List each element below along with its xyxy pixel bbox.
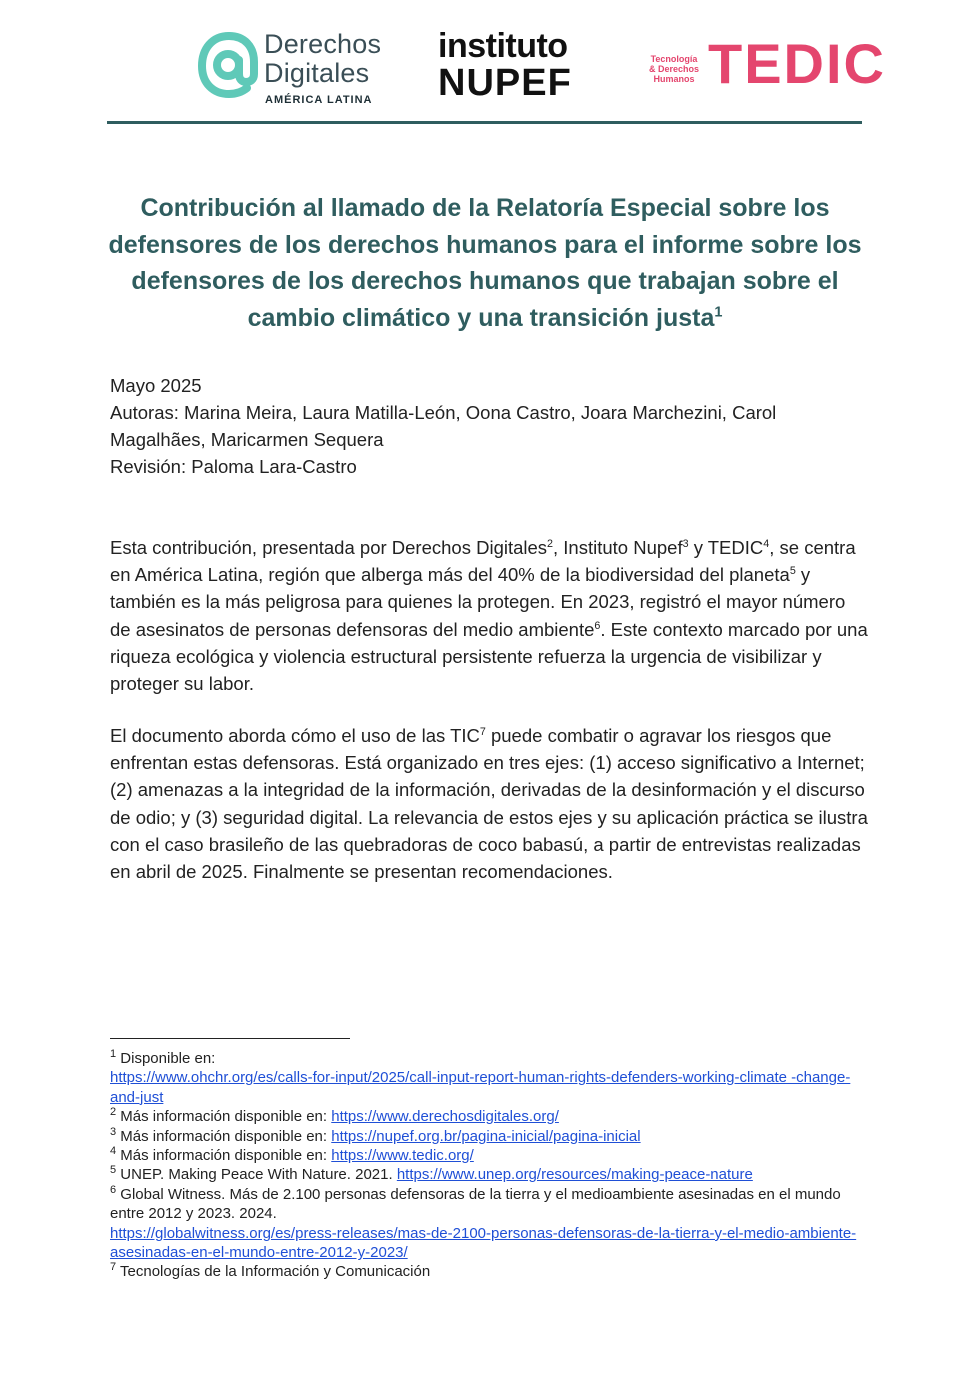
header-logos xyxy=(0,22,960,112)
tedic-logo xyxy=(646,32,886,96)
nupef-logo xyxy=(438,28,608,108)
dd-logo-line1: Derechos xyxy=(264,29,382,59)
nupef-logo-line1: instituto xyxy=(438,27,568,65)
footnote-7 xyxy=(110,1262,870,1281)
dd-logo-line2: Digitales xyxy=(264,58,370,88)
footnote-link[interactable]: https://www.tedic.org/ xyxy=(331,1147,474,1165)
footnote-text: Más información disponible en: xyxy=(116,1127,332,1145)
footnote-ref-2[interactable]: 2 xyxy=(547,537,554,550)
footnote-text: Más información disponible en: xyxy=(116,1147,332,1165)
footnote-text: Tecnologías de la Información y Comunicación xyxy=(116,1263,431,1281)
p1-seg6: . Este contexto marcado por una riqueza ecológica y violencia estructural persistente refuerza la urgencia de visibilizar y proteger su labor. xyxy=(110,618,868,695)
footnote-text: Más información disponible en: xyxy=(116,1108,332,1126)
title-text: Contribución al llamado de la Relatoría Especial sobre los defensores de los derechos humanos para el informe sobre los defensores de los derechos humanos que trabajan sobre el cambio climático y una transición justa xyxy=(108,194,862,332)
footnote-2 xyxy=(110,1107,870,1126)
document-date: Mayo 2025 xyxy=(110,375,202,396)
p2-seg1: El documento aborda cómo el uso de las TIC xyxy=(110,725,480,746)
footnote-number: 7 xyxy=(110,1261,117,1274)
footnote-4 xyxy=(110,1146,870,1165)
footnote-number: 4 xyxy=(110,1145,117,1158)
footnote-link[interactable]: https://www.unep.org/resources/making-peace-nature xyxy=(396,1166,753,1184)
p2-seg2: puede combatir o agravar los riesgos que enfrentan estas defensoras. Está organizado en tres ejes: (1) acceso significativo a Internet; (2) amenazas a la integridad de la información, derivadas de la desinformación y el discurso de odio; y (3) seguridad digital. La relevancia de estos ejes y su aplicación práctica se ilustra con el caso brasileño de las quebradoras de coco babasú, a partir de entrevistas realizadas en abril de 2025. Finalmente se presentan recomendaciones. xyxy=(110,725,868,883)
footnote-ref-1[interactable]: 1 xyxy=(714,304,723,321)
footnote-1 xyxy=(110,1049,870,1107)
tedic-tagline-2: & Derechos xyxy=(648,64,700,74)
p1-seg4: , se centra en América Latina, región que alberga más del 40% de la biodiversidad del planeta xyxy=(110,537,856,586)
footnote-3 xyxy=(110,1127,870,1146)
derechos-digitales-logo xyxy=(198,26,408,106)
footnote-6 xyxy=(110,1185,870,1263)
footnote-ref-6[interactable]: 6 xyxy=(594,619,601,632)
footnote-ref-7[interactable]: 7 xyxy=(479,725,486,738)
footnote-link[interactable]: https://www.derechosdigitales.org/ xyxy=(331,1108,559,1126)
tedic-tagline xyxy=(646,54,702,84)
footnote-number: 5 xyxy=(110,1164,117,1177)
footnote-ref-4[interactable]: 4 xyxy=(763,537,770,550)
footnote-text: Disponible en: xyxy=(116,1050,216,1067)
document-review: Revisión: Paloma Lara-Castro xyxy=(110,456,357,477)
footnote-number: 1 xyxy=(110,1048,117,1060)
footnote-number: 6 xyxy=(110,1183,117,1196)
footnote-ref-5[interactable]: 5 xyxy=(789,565,796,578)
footnote-number: 3 xyxy=(110,1125,117,1138)
footnote-link[interactable]: https://globalwitness.org/es/press-releases/mas-de-2100-personas-defensoras-de-la-tierra-y-el-medio-ambiente-asesinadas-en-el-mundo-entre-2012-y-2023/ xyxy=(110,1224,857,1262)
document-authors: Autoras: Marina Meira, Laura Matilla-León, Oona Castro, Joara Marchezini, Carol Magalhães, Maricarmen Sequera xyxy=(110,402,777,450)
footnote-number: 2 xyxy=(110,1106,117,1119)
body-paragraph-2 xyxy=(110,722,870,885)
at-sign-icon xyxy=(198,30,260,102)
dd-logo-subtitle: AMÉRICA LATINA xyxy=(265,94,373,106)
document-title xyxy=(105,190,865,336)
tedic-tagline-3: Humanos xyxy=(653,74,695,84)
nupef-logo-line2: NUPEF xyxy=(438,62,572,104)
body-paragraph-1 xyxy=(110,534,870,697)
tedic-tagline-1: Tecnología xyxy=(650,54,698,64)
footnote-link[interactable]: https://nupef.org.br/pagina-inicial/pagina-inicial xyxy=(331,1127,641,1145)
p1-seg3: y TEDIC xyxy=(688,537,764,558)
header-divider xyxy=(107,121,862,124)
p1-seg2: , Instituto Nupef xyxy=(553,537,683,558)
footnote-link[interactable]: https://www.ohchr.org/es/calls-for-input/2025/call-input-report-human-rights-defenders-working-climate -change-and-just xyxy=(110,1069,851,1106)
p1-seg1: Esta contribución, presentada por Derechos Digitales xyxy=(110,537,548,558)
footnote-5 xyxy=(110,1165,870,1184)
p1-seg5: y también es la más peligrosa para quienes la protegen. En 2023, registró el mayor número de asesinatos de personas defensoras del medio ambiente xyxy=(110,564,846,640)
document-meta xyxy=(110,372,870,480)
footnotes xyxy=(110,1049,870,1282)
tedic-wordmark: TEDIC xyxy=(708,32,886,95)
footnote-separator xyxy=(110,1038,350,1039)
footnote-text: UNEP. Making Peace With Nature. 2021. xyxy=(116,1166,397,1184)
footnote-text: Global Witness. Más de 2.100 personas defensoras de la tierra y el medioambiente asesinadas en el mundo entre 2012 y 2023. 2024. xyxy=(110,1185,841,1223)
footnote-ref-3[interactable]: 3 xyxy=(682,537,689,550)
